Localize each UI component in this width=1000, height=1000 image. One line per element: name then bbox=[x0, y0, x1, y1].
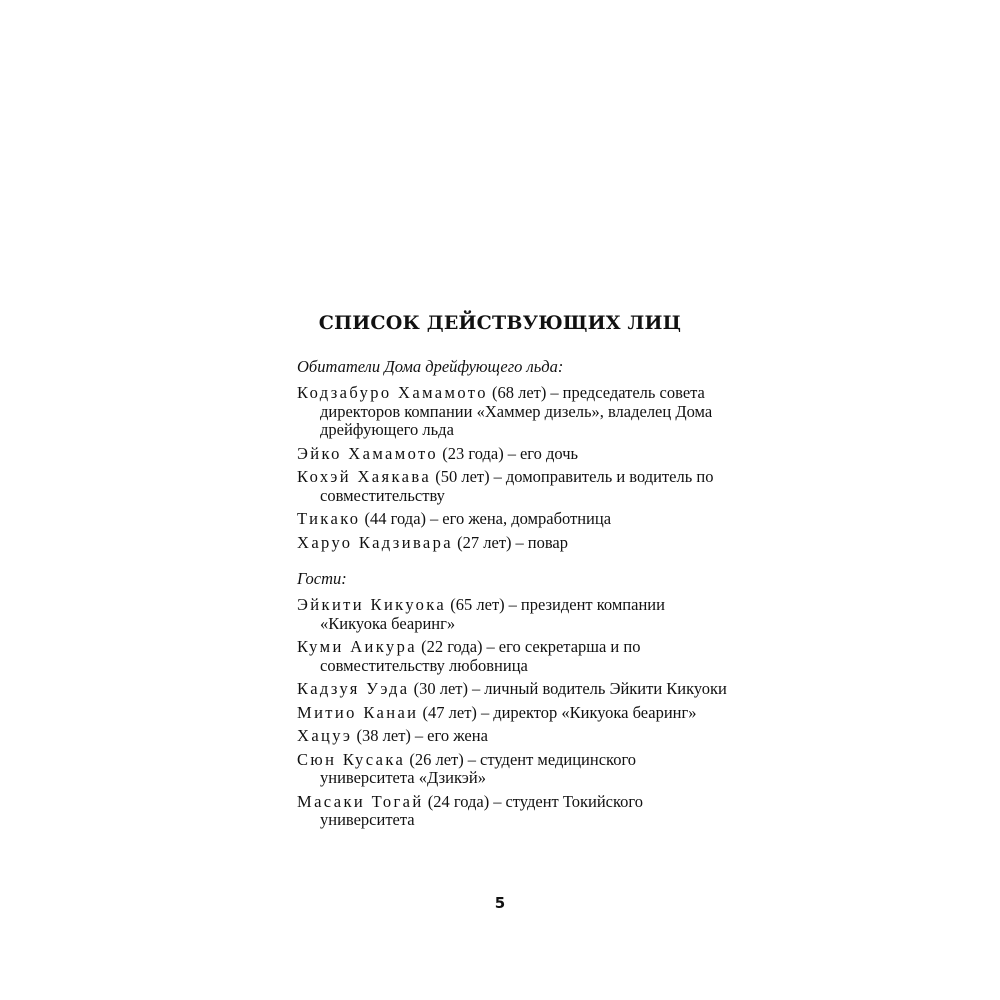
guests-list bbox=[297, 596, 727, 830]
character-description: студент Токийского университета bbox=[320, 791, 644, 829]
dash: – bbox=[414, 726, 424, 745]
character-name: Куми Аикура bbox=[297, 637, 417, 656]
list-item bbox=[297, 534, 727, 553]
character-age: (27 лет) bbox=[457, 532, 512, 552]
character-description: его жена bbox=[427, 726, 488, 745]
character-age: (26 лет) bbox=[409, 749, 464, 769]
character-name: Тикако bbox=[297, 509, 361, 528]
character-age: (30 лет) bbox=[413, 679, 468, 698]
character-name: Кохэй Хаякава bbox=[297, 467, 432, 486]
character-name: Сюн Кусака bbox=[297, 749, 406, 769]
character-description: его секретарша и по совместительству любовница bbox=[320, 637, 641, 675]
character-age: (44 года) bbox=[364, 509, 427, 528]
character-description: домоправитель и водитель по совместительству bbox=[320, 467, 714, 505]
character-age: (50 лет) bbox=[435, 467, 490, 486]
list-item bbox=[297, 638, 727, 675]
character-age: (68 лет) bbox=[491, 383, 547, 402]
dash: – bbox=[493, 791, 502, 811]
character-age: (38 лет) bbox=[356, 726, 411, 745]
character-description: личный водитель Эйкити Кикуоки bbox=[484, 679, 727, 698]
character-age: (23 года) bbox=[442, 443, 504, 463]
list-item bbox=[297, 704, 727, 723]
cast-list bbox=[297, 356, 727, 835]
dash: – bbox=[493, 467, 502, 486]
character-name: Эйко Хамамото bbox=[297, 443, 439, 463]
dash: – bbox=[480, 702, 490, 722]
page-title: СПИСОК ДЕЙСТВУЮЩИХ ЛИЦ bbox=[318, 312, 682, 334]
character-description: его жена, домработница bbox=[442, 509, 612, 528]
character-description: председатель совета директоров компании «Хаммер дизель», владелец Дома дрейфующего льда bbox=[320, 383, 713, 439]
character-name: Кадзуя Уэда bbox=[297, 679, 410, 698]
dash: – bbox=[508, 595, 517, 614]
character-description: директор «Кикуока беаринг» bbox=[493, 702, 697, 722]
list-item bbox=[297, 680, 727, 699]
section-label-guests: Гости: bbox=[297, 569, 347, 588]
residents-list bbox=[297, 384, 727, 552]
list-item bbox=[297, 596, 727, 633]
list-item bbox=[297, 727, 727, 746]
section-label-residents: Обитатели Дома дрейфующего льда: bbox=[297, 357, 564, 376]
character-name: Харуо Кадзивара bbox=[297, 532, 454, 552]
character-name: Митио Канаи bbox=[297, 702, 419, 722]
dash: – bbox=[507, 443, 516, 463]
list-item bbox=[297, 468, 727, 505]
page-number: 5 bbox=[494, 894, 506, 912]
character-age: (47 лет) bbox=[422, 702, 477, 722]
character-description: студент медицинского университета «Дзикэй» bbox=[320, 749, 637, 787]
dash: – bbox=[471, 679, 481, 698]
character-age: (65 лет) bbox=[450, 595, 505, 614]
character-description: его дочь bbox=[519, 443, 579, 463]
list-item bbox=[297, 384, 727, 440]
list-item bbox=[297, 445, 727, 464]
dash: – bbox=[467, 749, 477, 769]
dash: – bbox=[430, 509, 439, 528]
dash: – bbox=[486, 637, 495, 656]
character-name: Эйкити Кикуока bbox=[297, 595, 447, 614]
list-item bbox=[297, 793, 727, 830]
character-description: президент компании «Кикуока беаринг» bbox=[320, 595, 665, 633]
character-age: (22 года) bbox=[421, 637, 483, 656]
list-item bbox=[297, 751, 727, 788]
character-name: Кодзабуро Хамамото bbox=[297, 383, 488, 402]
character-description: повар bbox=[527, 532, 569, 552]
character-name: Масаки Тогай bbox=[297, 791, 424, 811]
dash: – bbox=[550, 383, 559, 402]
character-name: Хацуэ bbox=[297, 726, 353, 745]
list-item bbox=[297, 510, 727, 529]
dash: – bbox=[515, 532, 524, 552]
character-age: (24 года) bbox=[427, 791, 490, 811]
